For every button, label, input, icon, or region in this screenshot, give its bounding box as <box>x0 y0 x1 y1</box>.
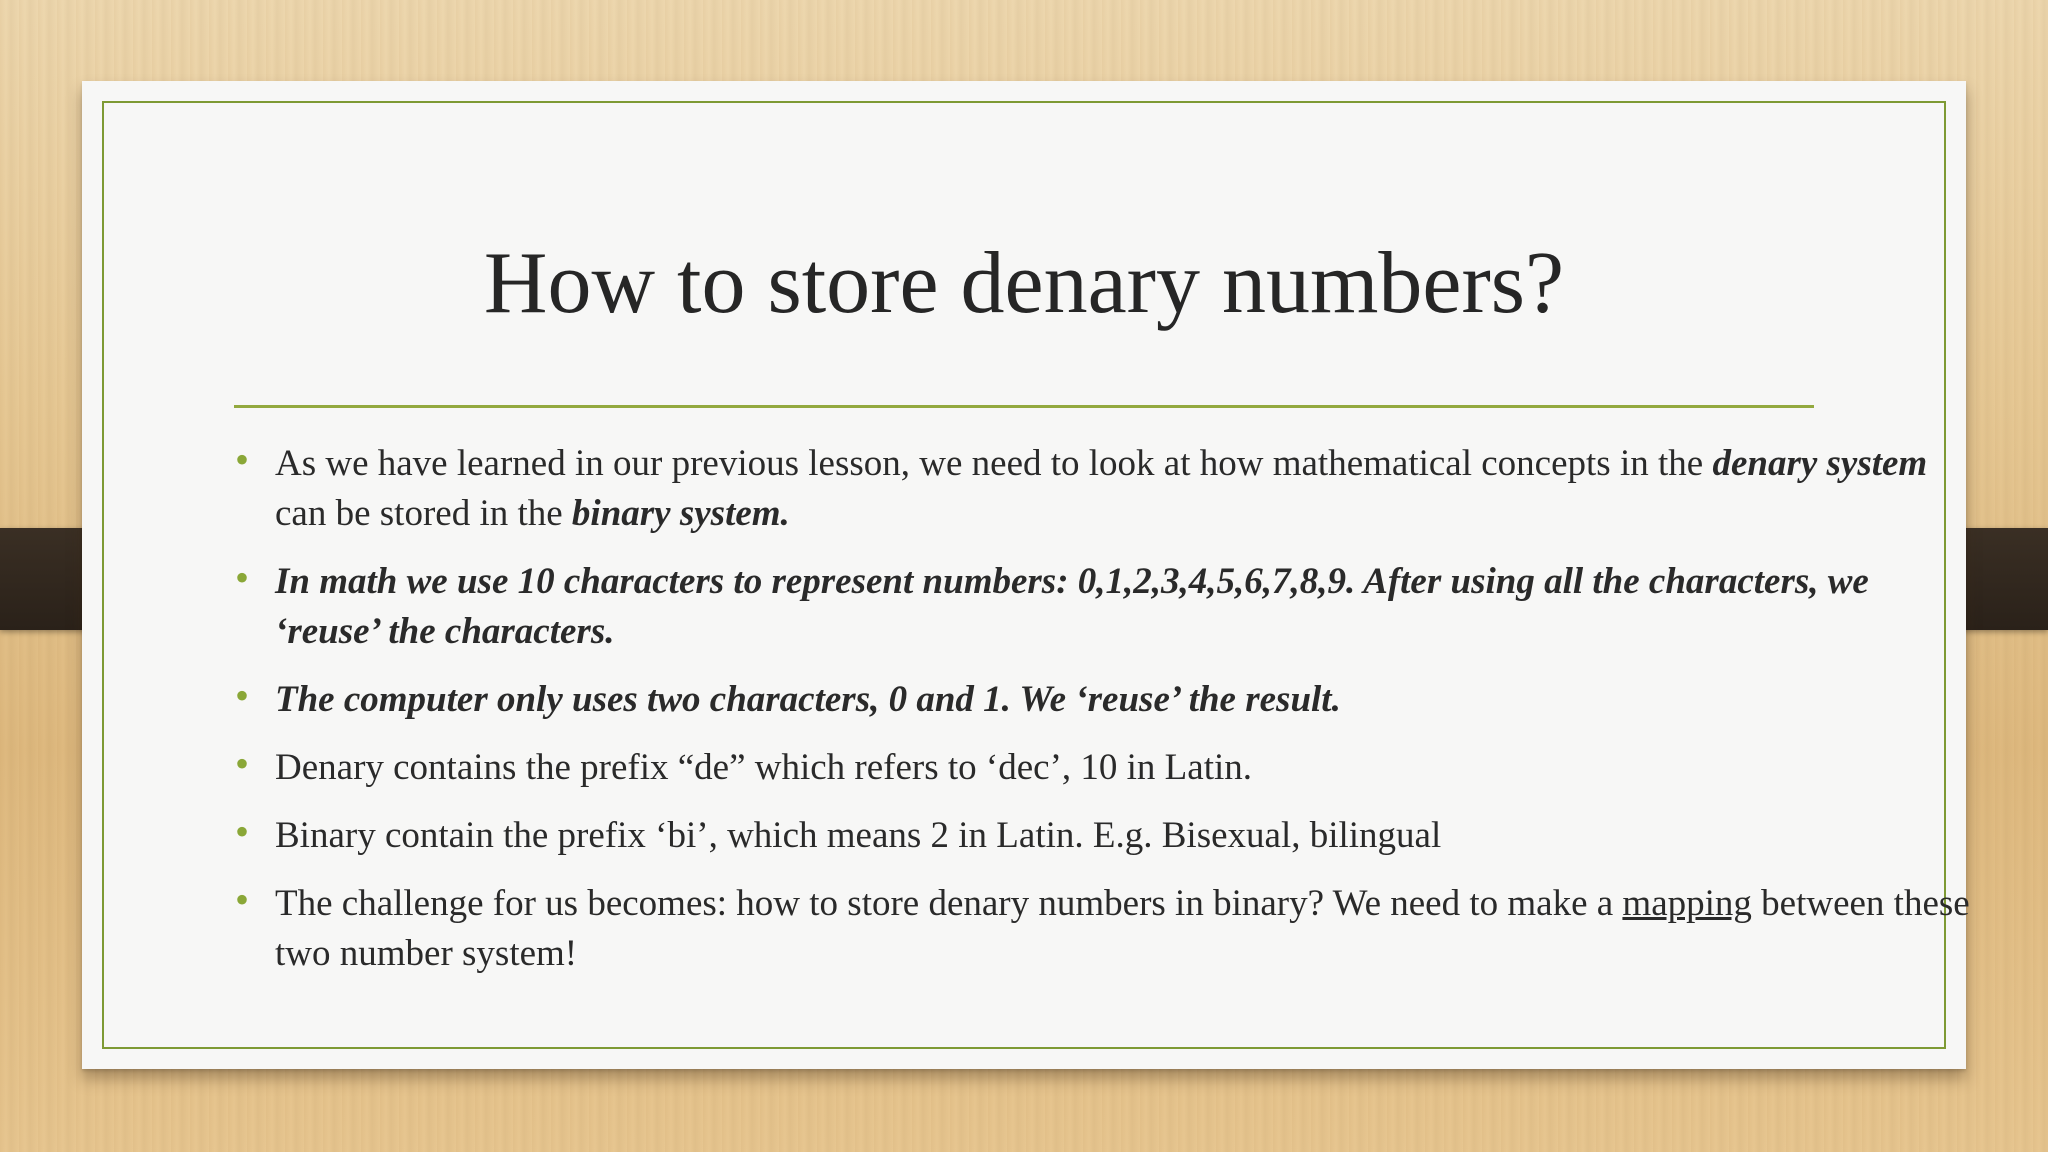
bullet-emphasis: binary system. <box>571 493 790 534</box>
bullet-text: Denary contains the prefix “de” which refers to ‘dec’, 10 in Latin. <box>275 747 1253 788</box>
bullet-text: As we have learned in our previous lesson, we need to look at how mathematical concepts in the <box>275 443 1713 484</box>
bullet-text: Binary contain the prefix ‘bi’, which means 2 in Latin. E.g. Bisexual, bilingual <box>275 815 1442 856</box>
bullet-item <box>235 879 1975 979</box>
slide-title: How to store denary numbers? <box>483 235 1565 332</box>
bullet-text: The challenge for us becomes: how to store denary numbers in binary? We need to make a <box>275 883 1623 924</box>
bullet-item <box>235 743 1975 793</box>
bullet-list <box>235 439 1975 997</box>
bullet-item <box>235 811 1975 861</box>
bullet-item <box>235 439 1975 539</box>
bullet-text: between these two number system! <box>275 883 1970 974</box>
title-divider <box>234 405 1814 408</box>
bullet-item <box>235 675 1975 725</box>
bullet-item <box>235 557 1975 657</box>
bullet-emphasis: denary system <box>1712 443 1928 484</box>
bullet-text: can be stored in the <box>275 493 572 534</box>
bullet-emphasis: The computer only uses two characters, 0 and 1. We ‘reuse’ the result. <box>275 679 1341 720</box>
bullet-emphasis: In math we use 10 characters to represent numbers: 0,1,2,3,4,5,6,7,8,9. After using all the characters, we ‘reuse’ the characters. <box>275 561 1869 652</box>
bullet-underlined-term: mapping <box>1622 883 1752 924</box>
slide-paper <box>82 81 1970 1069</box>
